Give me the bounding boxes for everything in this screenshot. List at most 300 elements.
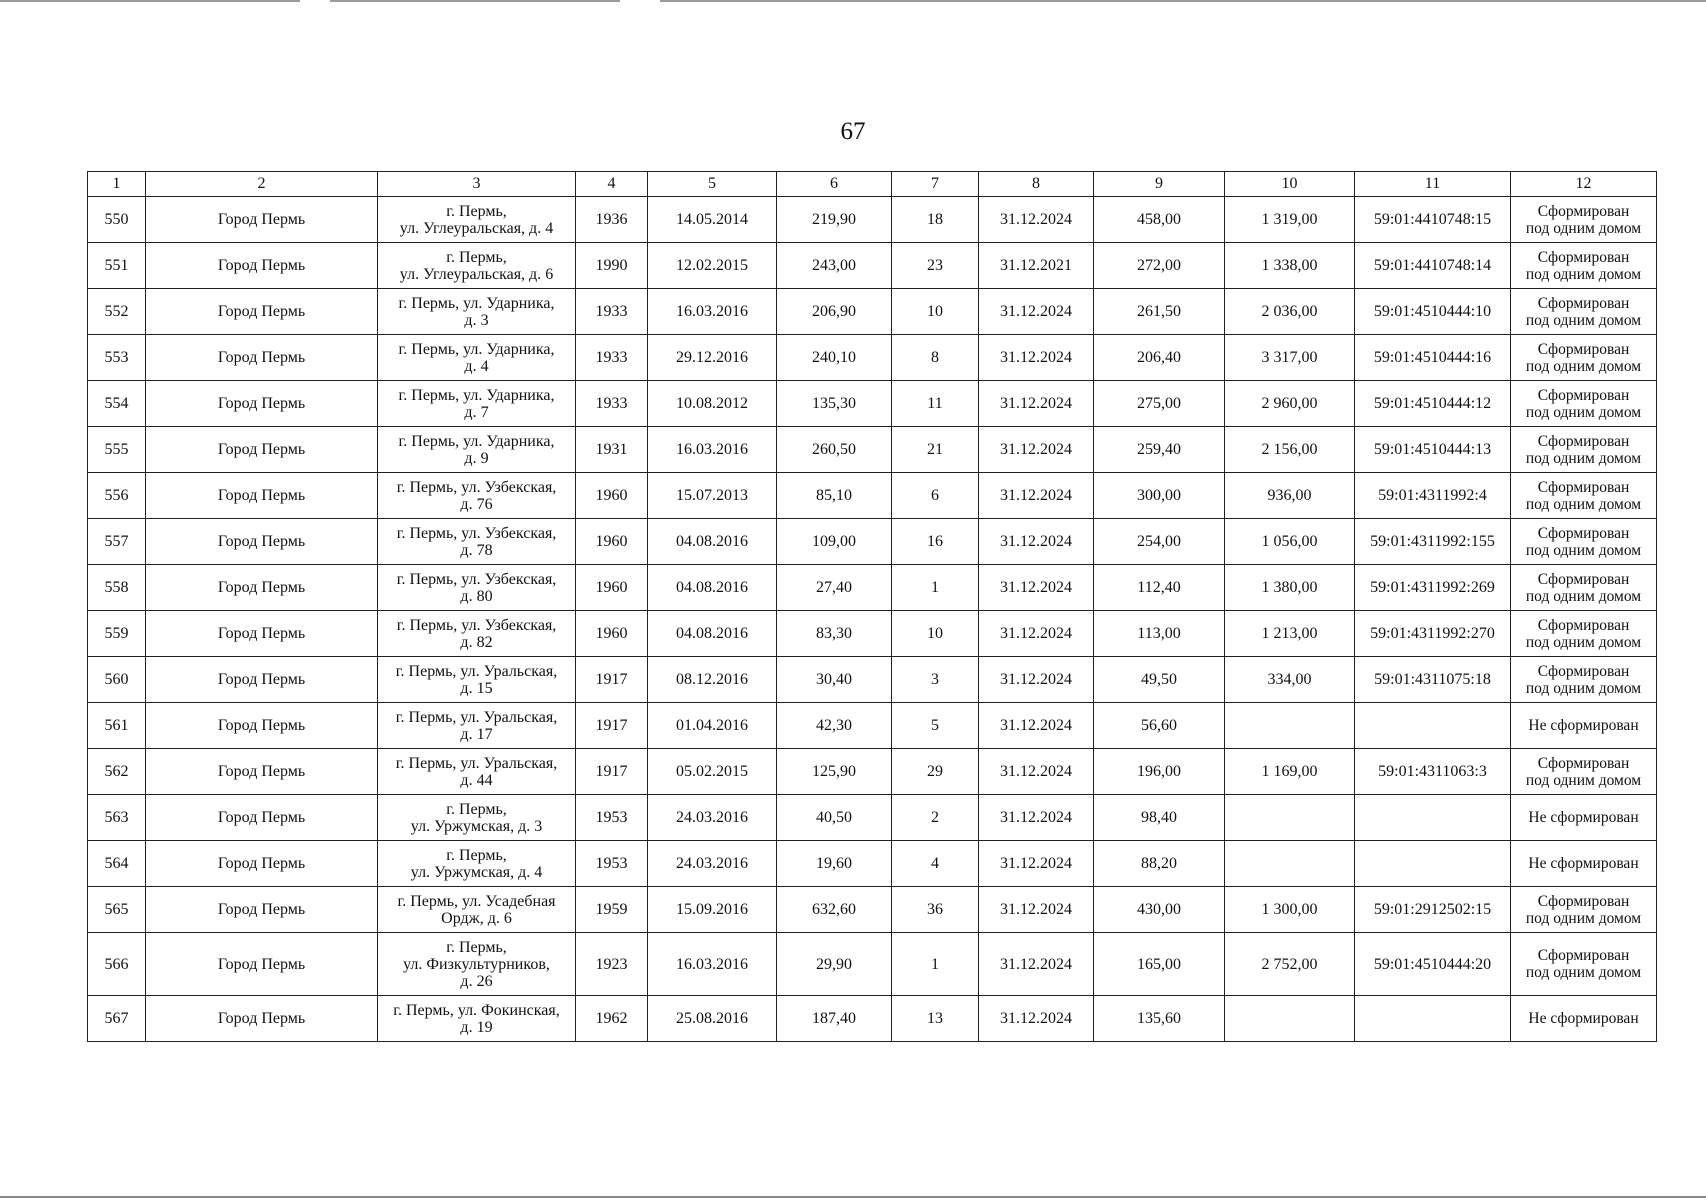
- table-row: [88, 703, 1657, 749]
- plot-status-line: под одним домом: [1525, 633, 1642, 651]
- plot-status-cell: [1511, 519, 1657, 565]
- address-cell: [378, 197, 576, 243]
- date-cell: 24.03.2016: [648, 795, 777, 841]
- build-year-cell: 1936: [576, 197, 648, 243]
- plot-status-cell: [1511, 887, 1657, 933]
- plot-area-cell: 1 319,00: [1225, 197, 1355, 243]
- area-cell: 187,40: [777, 996, 892, 1042]
- row-number: 565: [88, 887, 146, 933]
- cadastral-number-cell: 59:01:4410748:14: [1355, 243, 1511, 289]
- plot-status-line: под одним домом: [1525, 964, 1642, 981]
- row-number: 554: [88, 381, 146, 427]
- area-cell: 29,90: [777, 933, 892, 996]
- row-number: 567: [88, 996, 146, 1042]
- residents-cell: 4: [892, 841, 979, 887]
- address-line: д. 19: [460, 1018, 493, 1036]
- residents-cell: 5: [892, 703, 979, 749]
- row-number: 562: [88, 749, 146, 795]
- residents-cell: 10: [892, 289, 979, 335]
- address-cell: [378, 427, 576, 473]
- area-cell: 27,40: [777, 565, 892, 611]
- housing-registry-table: [87, 171, 1657, 1042]
- build-year-cell: 1959: [576, 887, 648, 933]
- plot-status-cell: [1511, 289, 1657, 335]
- plot-area-cell: 1 380,00: [1225, 565, 1355, 611]
- column-header-2: 2: [146, 172, 378, 197]
- build-year-cell: 1953: [576, 795, 648, 841]
- cadastral-number-cell: 59:01:4311992:269: [1355, 565, 1511, 611]
- cadastral-number-cell: 59:01:4510444:20: [1355, 933, 1511, 996]
- date-cell: 15.07.2013: [648, 473, 777, 519]
- municipality-cell: Город Пермь: [146, 473, 378, 519]
- area-cell: 109,00: [777, 519, 892, 565]
- column-header-8: 8: [979, 172, 1094, 197]
- area-cell: 219,90: [777, 197, 892, 243]
- address-cell: [378, 381, 576, 427]
- address-line: д. 9: [464, 449, 489, 467]
- municipality-cell: Город Пермь: [146, 657, 378, 703]
- column-header-12: 12: [1511, 172, 1657, 197]
- address-cell: [378, 243, 576, 289]
- build-year-cell: 1917: [576, 749, 648, 795]
- scan-top-edge-right: [660, 0, 1706, 2]
- date-cell: 04.08.2016: [648, 565, 777, 611]
- deadline-cell: 31.12.2024: [979, 289, 1094, 335]
- date-cell: 04.08.2016: [648, 519, 777, 565]
- deadline-cell: 31.12.2024: [979, 996, 1094, 1042]
- address-cell: [378, 996, 576, 1042]
- municipality-cell: Город Пермь: [146, 703, 378, 749]
- area-cell: 243,00: [777, 243, 892, 289]
- area-cell: 240,10: [777, 335, 892, 381]
- deadline-cell: 31.12.2024: [979, 841, 1094, 887]
- address-line: д. 76: [460, 495, 493, 513]
- address-line: ул. Уржумская, д. 4: [410, 863, 543, 881]
- plot-status-line: Сформирован: [1537, 386, 1630, 404]
- address-cell: [378, 335, 576, 381]
- cadastral-number-cell: 59:01:4510444:12: [1355, 381, 1511, 427]
- deadline-cell: 31.12.2024: [979, 795, 1094, 841]
- date-cell: 16.03.2016: [648, 427, 777, 473]
- plot-status-cell: [1511, 197, 1657, 243]
- address-cell: [378, 749, 576, 795]
- total-area-cell: 165,00: [1094, 933, 1225, 996]
- municipality-cell: Город Пермь: [146, 749, 378, 795]
- address-line: г. Пермь, ул. Уральская,: [395, 662, 558, 680]
- cadastral-number-cell: 59:01:2912502:15: [1355, 887, 1511, 933]
- municipality-cell: Город Пермь: [146, 996, 378, 1042]
- plot-status-line: Сформирован: [1537, 248, 1630, 266]
- table-row: [88, 565, 1657, 611]
- plot-status-line: Сформирован: [1537, 616, 1630, 634]
- area-cell: 30,40: [777, 657, 892, 703]
- date-cell: 15.09.2016: [648, 887, 777, 933]
- deadline-cell: 31.12.2024: [979, 703, 1094, 749]
- page-number: 67: [840, 118, 866, 145]
- column-header-9: 9: [1094, 172, 1225, 197]
- address-line: д. 7: [464, 403, 489, 421]
- plot-status-cell: [1511, 381, 1657, 427]
- row-number: 555: [88, 427, 146, 473]
- deadline-cell: 31.12.2024: [979, 519, 1094, 565]
- total-area-cell: 275,00: [1094, 381, 1225, 427]
- plot-status-cell: [1511, 427, 1657, 473]
- address-cell: [378, 657, 576, 703]
- total-area-cell: 49,50: [1094, 657, 1225, 703]
- address-line: д. 78: [460, 541, 493, 559]
- area-cell: 632,60: [777, 887, 892, 933]
- column-header-5: 5: [648, 172, 777, 197]
- date-cell: 01.04.2016: [648, 703, 777, 749]
- date-cell: 12.02.2015: [648, 243, 777, 289]
- address-line: д. 82: [460, 633, 493, 651]
- deadline-cell: 31.12.2024: [979, 749, 1094, 795]
- plot-area-cell: 2 036,00: [1225, 289, 1355, 335]
- address-line: г. Пермь, ул. Узбекская,: [396, 524, 557, 542]
- total-area-cell: 206,40: [1094, 335, 1225, 381]
- row-number: 558: [88, 565, 146, 611]
- address-cell: [378, 887, 576, 933]
- plot-status-line: Сформирован: [1537, 478, 1630, 496]
- plot-area-cell: 2 752,00: [1225, 933, 1355, 996]
- plot-status-line: под одним домом: [1525, 265, 1642, 283]
- municipality-cell: Город Пермь: [146, 243, 378, 289]
- address-line: ул. Физкультурников,: [403, 955, 550, 973]
- plot-status-line: под одним домом: [1525, 403, 1642, 421]
- residents-cell: 23: [892, 243, 979, 289]
- plot-status-cell: [1511, 795, 1657, 841]
- plot-area-cell: 1 300,00: [1225, 887, 1355, 933]
- plot-status-cell: [1511, 933, 1657, 996]
- address-line: д. 44: [460, 771, 493, 789]
- address-line: д. 26: [460, 972, 493, 990]
- table-row: [88, 795, 1657, 841]
- plot-status-line: под одним домом: [1525, 541, 1642, 559]
- plot-status-cell: [1511, 243, 1657, 289]
- table-row: [88, 933, 1657, 996]
- plot-area-cell: 936,00: [1225, 473, 1355, 519]
- address-line: г. Пермь,: [446, 846, 507, 864]
- total-area-cell: 458,00: [1094, 197, 1225, 243]
- date-cell: 16.03.2016: [648, 289, 777, 335]
- total-area-cell: 254,00: [1094, 519, 1225, 565]
- row-number: 557: [88, 519, 146, 565]
- build-year-cell: 1960: [576, 473, 648, 519]
- column-header-3: 3: [378, 172, 576, 197]
- build-year-cell: 1960: [576, 611, 648, 657]
- total-area-cell: 272,00: [1094, 243, 1225, 289]
- residents-cell: 11: [892, 381, 979, 427]
- municipality-cell: Город Пермь: [146, 887, 378, 933]
- residents-cell: 2: [892, 795, 979, 841]
- plot-status-line: под одним домом: [1525, 587, 1642, 605]
- municipality-cell: Город Пермь: [146, 565, 378, 611]
- column-header-7: 7: [892, 172, 979, 197]
- table-row: [88, 611, 1657, 657]
- table-row: [88, 473, 1657, 519]
- scan-bottom-edge: [0, 1196, 1706, 1198]
- plot-status-line: под одним домом: [1525, 449, 1642, 467]
- plot-status-cell: [1511, 565, 1657, 611]
- plot-status-line: Не сформирован: [1528, 717, 1639, 734]
- date-cell: 29.12.2016: [648, 335, 777, 381]
- deadline-cell: 31.12.2024: [979, 565, 1094, 611]
- address-line: д. 17: [460, 725, 493, 743]
- build-year-cell: 1960: [576, 519, 648, 565]
- table-row: [88, 887, 1657, 933]
- deadline-cell: 31.12.2024: [979, 933, 1094, 996]
- build-year-cell: 1953: [576, 841, 648, 887]
- plot-area-cell: [1225, 996, 1355, 1042]
- table-row: [88, 381, 1657, 427]
- deadline-cell: 31.12.2024: [979, 197, 1094, 243]
- plot-status-cell: [1511, 473, 1657, 519]
- residents-cell: 29: [892, 749, 979, 795]
- plot-status-cell: [1511, 611, 1657, 657]
- build-year-cell: 1923: [576, 933, 648, 996]
- column-header-6: 6: [777, 172, 892, 197]
- build-year-cell: 1933: [576, 381, 648, 427]
- total-area-cell: 88,20: [1094, 841, 1225, 887]
- total-area-cell: 259,40: [1094, 427, 1225, 473]
- plot-status-line: под одним домом: [1525, 679, 1642, 697]
- residents-cell: 21: [892, 427, 979, 473]
- plot-status-line: под одним домом: [1525, 909, 1642, 927]
- plot-area-cell: 3 317,00: [1225, 335, 1355, 381]
- cadastral-number-cell: 59:01:4311075:18: [1355, 657, 1511, 703]
- row-number: 560: [88, 657, 146, 703]
- build-year-cell: 1917: [576, 657, 648, 703]
- plot-area-cell: [1225, 841, 1355, 887]
- total-area-cell: 196,00: [1094, 749, 1225, 795]
- plot-status-line: Сформирован: [1537, 202, 1630, 220]
- column-header-4: 4: [576, 172, 648, 197]
- address-line: г. Пермь, ул. Узбекская,: [396, 478, 557, 496]
- plot-status-line: Сформирован: [1537, 947, 1630, 964]
- cadastral-number-cell: 59:01:4311063:3: [1355, 749, 1511, 795]
- row-number: 563: [88, 795, 146, 841]
- column-header-11: 11: [1355, 172, 1511, 197]
- plot-status-line: Сформирован: [1537, 340, 1630, 358]
- total-area-cell: 135,60: [1094, 996, 1225, 1042]
- municipality-cell: Город Пермь: [146, 427, 378, 473]
- address-line: г. Пермь, ул. Узбекская,: [396, 570, 557, 588]
- municipality-cell: Город Пермь: [146, 841, 378, 887]
- address-line: г. Пермь, ул. Ударника,: [398, 294, 555, 312]
- plot-status-line: Сформирован: [1537, 662, 1630, 680]
- cadastral-number-cell: [1355, 703, 1511, 749]
- deadline-cell: 31.12.2024: [979, 381, 1094, 427]
- table-row: [88, 427, 1657, 473]
- date-cell: 14.05.2014: [648, 197, 777, 243]
- total-area-cell: 300,00: [1094, 473, 1225, 519]
- address-cell: [378, 841, 576, 887]
- scan-top-edge-middle: [330, 0, 620, 2]
- total-area-cell: 261,50: [1094, 289, 1225, 335]
- address-line: г. Пермь, ул. Ударника,: [398, 386, 555, 404]
- row-number: 556: [88, 473, 146, 519]
- address-line: г. Пермь,: [446, 202, 507, 220]
- plot-status-line: Сформирован: [1537, 432, 1630, 450]
- cadastral-number-cell: 59:01:4311992:270: [1355, 611, 1511, 657]
- area-cell: 40,50: [777, 795, 892, 841]
- total-area-cell: 430,00: [1094, 887, 1225, 933]
- date-cell: 10.08.2012: [648, 381, 777, 427]
- residents-cell: 16: [892, 519, 979, 565]
- row-number: 559: [88, 611, 146, 657]
- residents-cell: 3: [892, 657, 979, 703]
- plot-status-cell: [1511, 657, 1657, 703]
- plot-area-cell: 1 338,00: [1225, 243, 1355, 289]
- cadastral-number-cell: [1355, 795, 1511, 841]
- municipality-cell: Город Пермь: [146, 197, 378, 243]
- residents-cell: 36: [892, 887, 979, 933]
- plot-area-cell: 1 169,00: [1225, 749, 1355, 795]
- address-line: г. Пермь, ул. Уральская,: [395, 708, 558, 726]
- total-area-cell: 56,60: [1094, 703, 1225, 749]
- plot-status-line: Не сформирован: [1528, 809, 1639, 826]
- total-area-cell: 112,40: [1094, 565, 1225, 611]
- cadastral-number-cell: [1355, 996, 1511, 1042]
- table-row: [88, 657, 1657, 703]
- table-row: [88, 243, 1657, 289]
- address-line: г. Пермь, ул. Ударника,: [398, 432, 555, 450]
- area-cell: 125,90: [777, 749, 892, 795]
- plot-area-cell: 334,00: [1225, 657, 1355, 703]
- scan-top-edge-left: [0, 0, 300, 2]
- row-number: 566: [88, 933, 146, 996]
- table-row: [88, 519, 1657, 565]
- address-line: ул. Уржумская, д. 3: [410, 817, 543, 835]
- plot-status-line: Сформирован: [1537, 754, 1630, 772]
- address-line: Ордж, д. 6: [441, 909, 512, 927]
- address-line: г. Пермь,: [446, 248, 507, 266]
- address-line: г. Пермь, ул. Уральская,: [395, 754, 558, 772]
- address-line: ул. Углеуральская, д. 4: [399, 219, 554, 237]
- area-cell: 260,50: [777, 427, 892, 473]
- cadastral-number-cell: 59:01:4510444:10: [1355, 289, 1511, 335]
- address-line: д. 15: [460, 679, 493, 697]
- plot-status-cell: [1511, 749, 1657, 795]
- plot-status-line: Не сформирован: [1528, 855, 1639, 872]
- plot-status-line: под одним домом: [1525, 495, 1642, 513]
- table-row: [88, 996, 1657, 1042]
- address-cell: [378, 933, 576, 996]
- date-cell: 08.12.2016: [648, 657, 777, 703]
- column-number-header-row: [88, 172, 1657, 197]
- address-line: ул. Углеуральская, д. 6: [399, 265, 554, 283]
- row-number: 550: [88, 197, 146, 243]
- build-year-cell: 1933: [576, 335, 648, 381]
- plot-area-cell: [1225, 795, 1355, 841]
- total-area-cell: 113,00: [1094, 611, 1225, 657]
- plot-status-line: под одним домом: [1525, 771, 1642, 789]
- build-year-cell: 1960: [576, 565, 648, 611]
- residents-cell: 6: [892, 473, 979, 519]
- plot-area-cell: [1225, 703, 1355, 749]
- build-year-cell: 1931: [576, 427, 648, 473]
- plot-area-cell: 1 213,00: [1225, 611, 1355, 657]
- address-line: г. Пермь, ул. Ударника,: [398, 340, 555, 358]
- plot-status-cell: [1511, 841, 1657, 887]
- area-cell: 85,10: [777, 473, 892, 519]
- address-cell: [378, 795, 576, 841]
- address-line: г. Пермь, ул. Фокинская,: [393, 1001, 560, 1019]
- deadline-cell: 31.12.2024: [979, 473, 1094, 519]
- row-number: 553: [88, 335, 146, 381]
- address-cell: [378, 565, 576, 611]
- residents-cell: 10: [892, 611, 979, 657]
- row-number: 552: [88, 289, 146, 335]
- table-row: [88, 335, 1657, 381]
- deadline-cell: 31.12.2024: [979, 611, 1094, 657]
- cadastral-number-cell: 59:01:4410748:15: [1355, 197, 1511, 243]
- municipality-cell: Город Пермь: [146, 933, 378, 996]
- residents-cell: 1: [892, 565, 979, 611]
- address-line: г. Пермь,: [446, 938, 507, 956]
- date-cell: 16.03.2016: [648, 933, 777, 996]
- deadline-cell: 31.12.2024: [979, 657, 1094, 703]
- address-line: д. 4: [464, 357, 489, 375]
- municipality-cell: Город Пермь: [146, 335, 378, 381]
- plot-status-line: Сформирован: [1537, 570, 1630, 588]
- build-year-cell: 1933: [576, 289, 648, 335]
- row-number: 564: [88, 841, 146, 887]
- plot-area-cell: 2 156,00: [1225, 427, 1355, 473]
- build-year-cell: 1962: [576, 996, 648, 1042]
- table-row: [88, 289, 1657, 335]
- address-cell: [378, 519, 576, 565]
- plot-area-cell: 1 056,00: [1225, 519, 1355, 565]
- cadastral-number-cell: 59:01:4510444:16: [1355, 335, 1511, 381]
- municipality-cell: Город Пермь: [146, 289, 378, 335]
- plot-area-cell: 2 960,00: [1225, 381, 1355, 427]
- cadastral-number-cell: 59:01:4311992:155: [1355, 519, 1511, 565]
- column-header-1: 1: [88, 172, 146, 197]
- area-cell: 206,90: [777, 289, 892, 335]
- plot-status-cell: [1511, 335, 1657, 381]
- table-row: [88, 749, 1657, 795]
- build-year-cell: 1990: [576, 243, 648, 289]
- plot-status-line: под одним домом: [1525, 219, 1642, 237]
- plot-status-line: Сформирован: [1537, 892, 1630, 910]
- residents-cell: 18: [892, 197, 979, 243]
- address-cell: [378, 611, 576, 657]
- address-line: г. Пермь, ул. Узбекская,: [396, 616, 557, 634]
- table-row: [88, 197, 1657, 243]
- row-number: 551: [88, 243, 146, 289]
- municipality-cell: Город Пермь: [146, 381, 378, 427]
- address-line: д. 80: [460, 587, 493, 605]
- plot-status-line: Сформирован: [1537, 294, 1630, 312]
- deadline-cell: 31.12.2024: [979, 427, 1094, 473]
- address-cell: [378, 473, 576, 519]
- total-area-cell: 98,40: [1094, 795, 1225, 841]
- residents-cell: 13: [892, 996, 979, 1042]
- deadline-cell: 31.12.2021: [979, 243, 1094, 289]
- plot-status-cell: [1511, 996, 1657, 1042]
- area-cell: 83,30: [777, 611, 892, 657]
- area-cell: 19,60: [777, 841, 892, 887]
- table-row: [88, 841, 1657, 887]
- plot-status-cell: [1511, 703, 1657, 749]
- row-number: 561: [88, 703, 146, 749]
- date-cell: 05.02.2015: [648, 749, 777, 795]
- residents-cell: 1: [892, 933, 979, 996]
- plot-status-line: Сформирован: [1537, 524, 1630, 542]
- address-cell: [378, 703, 576, 749]
- municipality-cell: Город Пермь: [146, 519, 378, 565]
